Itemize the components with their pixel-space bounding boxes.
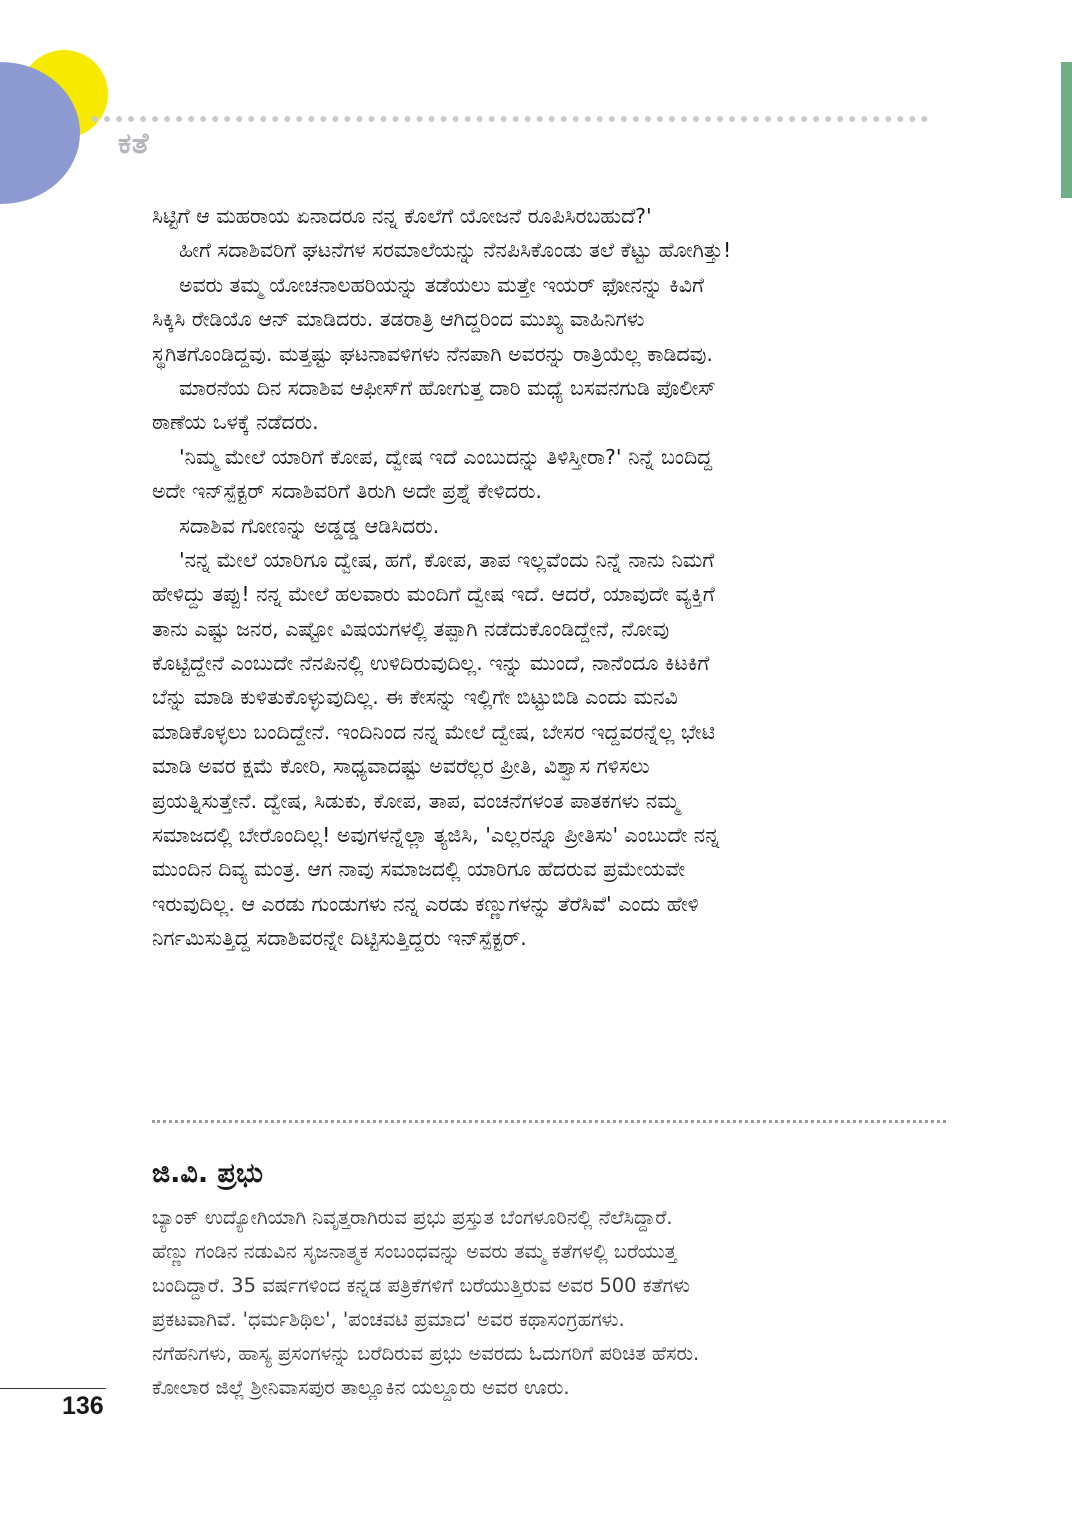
story-line: ನಿರ್ಗಮಿಸುತ್ತಿದ್ದ ಸದಾಶಿವರನ್ನೇ ದಿಟ್ಟಿಸುತ್ತಿದ್ದರು ಇನ್‌ಸ್ಪೆಕ್ಟರ್. [152,926,527,951]
story-line: ಮಾರನೆಯ ದಿನ ಸದಾಶಿವ ಆಫೀಸ್‌ಗೆ ಹೋಗುತ್ತ ದಾರಿ ಮಧ್ಯೆ ಬಸವನಗುಡಿ ಪೊಲೀಸ್ [179,375,716,400]
bio-line: ಹೆಣ್ಣು ಗಂಡಿನ ನಡುವಿನ ಸೃಜನಾತ್ಮಕ ಸಂಬಂಧವನ್ನು ಅವರು ತಮ್ಮ ಕತೆಗಳಲ್ಲಿ ಬರೆಯುತ್ತ [152,1240,677,1263]
story-line: ಬೆನ್ನು ಮಾಡಿ ಕುಳಿತುಕೊಳ್ಳುವುದಿಲ್ಲ. ಈ ಕೇಸನ್ನು ಇಲ್ಲಿಗೇ ಬಿಟ್ಟುಬಿಡಿ ಎಂದು ಮನವಿ [152,685,678,710]
story-line: ಮುಂದಿನ ದಿವ್ಯ ಮಂತ್ರ. ಆಗ ನಾವು ಸಮಾಜದಲ್ಲಿ ಯಾರಿಗೂ ಹೆದರುವ ಪ್ರಮೇಯವೇ [152,857,686,882]
bio-line: ಬಂದಿದ್ದಾರೆ. 35 ವರ್ಷಗಳಿಂದ ಕನ್ನಡ ಪತ್ರಿಕೆಗಳಿಗೆ ಬರೆಯುತ್ತಿರುವ ಅವರ 500 ಕತೆಗಳು [152,1274,690,1297]
story-line: ಸದಾಶಿವ ಗೋಣನ್ನು ಅಡ್ಡಡ್ಡ ಆಡಿಸಿದರು. [179,513,440,538]
section-label: ಕತೆ [118,126,150,160]
story-line: ತಾನು ಎಷ್ಟು ಜನರ, ಎಷ್ಟೋ ವಿಷಯಗಳಲ್ಲಿ ತಪ್ಪಾಗಿ ನಡೆದುಕೊಂಡಿದ್ದೇನೆ, ನೋವು [152,616,670,641]
story-line: ಕೊಟ್ಟಿದ್ದೇನೆ ಎಂಬುದೇ ನೆನಪಿನಲ್ಲಿ ಉಳಿದಿರುವುದಿಲ್ಲ. ಇನ್ನು ಮುಂದೆ, ನಾನೆಂದೂ ಕಿಟಕಿಗೆ [152,651,710,676]
page-number-rule [0,1388,106,1389]
bio-line: ಪ್ರಕಟವಾಗಿವೆ. 'ಧರ್ಮಶಿಥಿಲ', 'ಪಂಚವಟಿ ಪ್ರಮಾದ' ಅವರ ಕಥಾಸಂಗ್ರಹಗಳು. [152,1308,625,1331]
story-line: 'ನಿಮ್ಮ ಮೇಲೆ ಯಾರಿಗೆ ಕೋಪ, ದ್ವೇಷ ಇದೆ ಎಂಬುದನ್ನು ತಿಳಿಸ್ತೀರಾ?' ನಿನ್ನೆ ಬಂದಿದ್ದ [179,444,713,469]
story-line: ಠಾಣೆಯ ಒಳಕ್ಕೆ ನಡೆದರು. [152,410,319,435]
author-bio [152,1201,912,1405]
story-line: ಹೀಗೆ ಸದಾಶಿವರಿಗೆ ಘಟನೆಗಳ ಸರಮಾಲೆಯನ್ನು ನೆನಪಿಸಿಕೊಂಡು ತಲೆ ಕೆಟ್ಟು ಹೋಗಿತ್ತು! [179,238,732,263]
story-line: ಇರುವುದಿಲ್ಲ. ಆ ಎರಡು ಗುಂಡುಗಳು ನನ್ನ ಎರಡು ಕಣ್ಣುಗಳನ್ನು ತೆರೆಸಿವೆ' ಎಂದು ಹೇಳಿ [152,891,699,916]
section-divider [152,1120,946,1123]
story-line: ಮಾಡಿ ಅವರ ಕ್ಷಮೆ ಕೋರಿ, ಸಾಧ್ಯವಾದಷ್ಟು ಅವರೆಲ್ಲರ ಪ್ರೀತಿ, ವಿಶ್ವಾಸ ಗಳಿಸಲು [152,754,650,779]
story-line: ಪ್ರಯತ್ನಿಸುತ್ತೇನೆ. ದ್ವೇಷ, ಸಿಡುಕು, ಕೋಪ, ತಾಪ, ವಂಚನೆಗಳಂತ ಪಾತಕಗಳು ನಮ್ಮ [152,788,680,813]
story-line: ಸಿಕ್ಕಿಸಿ ರೇಡಿಯೊ ಆನ್ ಮಾಡಿದರು. ತಡರಾತ್ರಿ ಆಗಿದ್ದರಿಂದ ಮುಖ್ಯ ವಾಹಿನಿಗಳು [152,307,645,332]
author-name: ಜಿ.ವಿ. ಪ್ರಭು [152,1158,263,1189]
chapter-side-tab [1061,62,1072,198]
story-line: ಅವರು ತಮ್ಮ ಯೋಚನಾಲಹರಿಯನ್ನು ತಡೆಯಲು ಮತ್ತೇ ಇಯರ್ ಫೋನನ್ನು ಕಿವಿಗೆ [179,272,704,297]
story-line: ಸ್ಥಗಿತಗೊಂಡಿದ್ದವು. ಮತ್ತಷ್ಟು ಘಟನಾವಳಿಗಳು ನೆನಪಾಗಿ ಅವರನ್ನು ರಾತ್ರಿಯೆಲ್ಲ ಕಾಡಿದವು. [152,341,713,366]
bio-line: ಬ್ಯಾಂಕ್ ಉದ್ಯೋಗಿಯಾಗಿ ನಿವೃತ್ತರಾಗಿರುವ ಪ್ರಭು ಪ್ರಸ್ತುತ ಬೆಂಗಳೂರಿನಲ್ಲಿ ನೆಲೆಸಿದ್ದಾರೆ. [152,1206,673,1229]
story-text [152,199,912,956]
bio-line: ನಗೆಹನಿಗಳು, ಹಾಸ್ಯ ಪ್ರಸಂಗಳನ್ನು ಬರೆದಿರುವ ಪ್ರಭು ಅವರದು ಓದುಗರಿಗೆ ಪರಿಚಿತ ಹೆಸರು. [152,1342,700,1365]
story-line: ಮಾಡಿಕೊಳ್ಳಲು ಬಂದಿದ್ದೇನೆ. ಇಂದಿನಿಂದ ನನ್ನ ಮೇಲೆ ದ್ವೇಷ, ಬೇಸರ ಇದ್ದವರನ್ನೆಲ್ಲ ಭೇಟಿ [152,719,715,744]
page-number: 136 [62,1392,104,1420]
header-dotted-rule [92,116,928,122]
story-line: ಹೇಳಿದ್ದು ತಪ್ಪು! ನನ್ನ ಮೇಲೆ ಹಲವಾರು ಮಂದಿಗೆ ದ್ವೇಷ ಇದೆ. ಆದರೆ, ಯಾವುದೇ ವ್ಯಕ್ತಿಗೆ [152,582,715,607]
bio-line: ಕೋಲಾರ ಜಿಲ್ಲೆ ಶ್ರೀನಿವಾಸಪುರ ತಾಲ್ಲೂಕಿನ ಯಲ್ದೂರು ಅವರ ಊರು. [152,1376,570,1399]
story-line: ಸಿಟ್ಟಿಗೆ ಆ ಮಹರಾಯ ಏನಾದರೂ ನನ್ನ ಕೊಲೆಗೆ ಯೋಜನೆ ರೂಪಿಸಿರಬಹುದೆ?' [152,204,652,228]
story-line: ಅದೇ ಇನ್‌ಸ್ಪೆಕ್ಟರ್ ಸದಾಶಿವರಿಗೆ ತಿರುಗಿ ಅದೇ ಪ್ರಶ್ನೆ ಕೇಳಿದರು. [152,479,542,504]
story-line: 'ನನ್ನ ಮೇಲೆ ಯಾರಿಗೂ ದ್ವೇಷ, ಹಗೆ, ಕೋಪ, ತಾಪ ಇಲ್ಲವೆಂದು ನಿನ್ನೆ ನಾನು ನಿಮಗೆ [179,547,715,572]
story-line: ಸಮಾಜದಲ್ಲಿ ಬೇರೊಂದಿಲ್ಲ! ಅವುಗಳನ್ನೆಲ್ಲಾ ತ್ಯಜಿಸಿ, 'ಎಲ್ಲರನ್ನೂ ಪ್ರೀತಿಸು' ಎಂಬುದೇ ನನ್ನ [152,823,720,848]
